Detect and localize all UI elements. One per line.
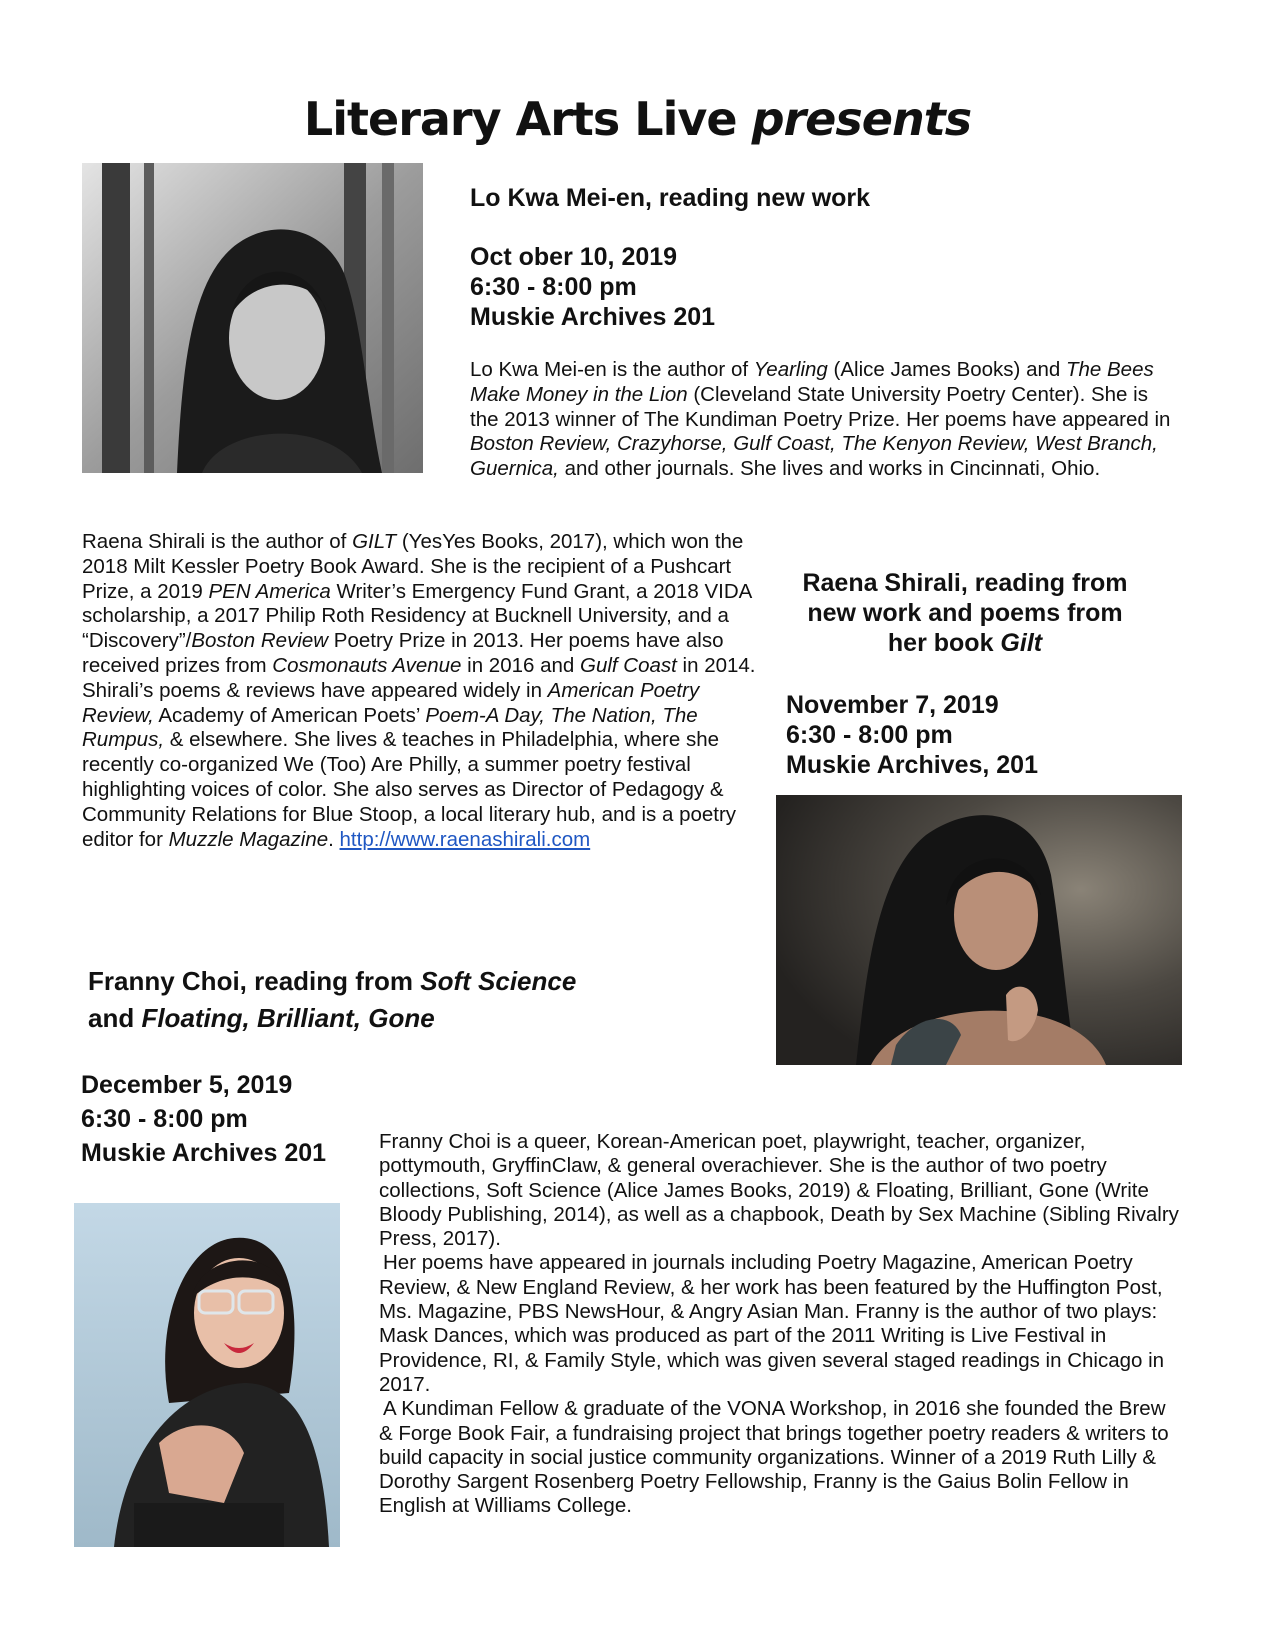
event2-heading-line3 (770, 628, 1160, 658)
event2-datetime (786, 690, 1186, 780)
bio-text: (Cleveland State University Poetry Center). She is the 2013 winner of The Kundiman Poetry Prize. Her poems have appeared in (470, 382, 1171, 431)
event3-date: December 5, 2019 (81, 1071, 293, 1099)
franny-choi-photo (74, 1203, 340, 1547)
bio-text: Academy of American Poets’ (153, 703, 426, 727)
event3-heading-line1 (88, 963, 768, 1000)
event3-book-soft-science: Soft Science (420, 966, 577, 996)
event3-time: 6:30 - 8:00 pm (81, 1105, 248, 1133)
event1-time: 6:30 - 8:00 pm (470, 273, 637, 301)
lo-kwa-mei-en-photo (82, 163, 423, 473)
event3-bio-paragraph-3: A Kundiman Fellow & graduate of the VONA Workshop, in 2016 she founded the Brew & Forge Book Fair, a fundraising project that brings together poetry readers & writers to build capacity in social justice community organizations. Winner of a 2019 Ruth Lilly & Dorothy Sargent Rosenberg Poetry Fellowship, Franny is the Gaius Bolin Fellow in English at Williams College. (379, 1397, 1169, 1518)
bio-italic-title: PEN America (208, 579, 331, 603)
website-link[interactable]: http://www.raenashirali.com (339, 827, 591, 851)
bio-italic-title: Gulf Coast (580, 653, 677, 677)
event3-bio-paragraph-1: Franny Choi is a queer, Korean-American poet, playwright, teacher, organizer, pottymouth, GryffinClaw, & general overachiever. She is the author of two poetry collections, Soft Science (Alice James Books, 2019) & Floating, Brilliant, Gone (Write Bloody Publishing, 2014), as well as a chapbook, Death by Sex Machine (Sibling Rivalry Press, 2017). (379, 1130, 1179, 1251)
bio-italic-title: Muzzle Magazine (168, 827, 329, 851)
event2-heading-line3-pre: her book (887, 629, 1001, 657)
bio-italic-title: The Bees Make Money in the Lion (470, 358, 1154, 406)
bio-text: Writer’s Emergency Fund Grant, a 2018 VIDA scholarship, a 2017 Philip Roth Residency at Bucknell University, and a “Discovery”/ (82, 579, 752, 653)
bio-text: Lo Kwa Mei-en is the author of (470, 358, 754, 381)
bio-text: in 2014. Shirali’s poems & reviews have appeared widely in (82, 653, 756, 702)
title-italic: presents (751, 92, 972, 146)
bio-italic-title: Boston Review (191, 629, 329, 653)
bio-text: . (328, 827, 340, 851)
event1-datetime (470, 242, 870, 332)
bio-italic-title: Boston Review, Crazyhorse, Gulf Coast, The Kenyon Review, West Branch, Guernica, (470, 432, 1158, 481)
event1-heading: Lo Kwa Mei-en, reading new work (470, 184, 871, 212)
event2-heading-line1: Raena Shirali, reading from (802, 569, 1128, 597)
bio-text: (Alice James Books) and (827, 358, 1066, 381)
event3-heading-line2 (88, 1000, 768, 1037)
bio-text: and other journals. She lives and works in Cincinnati, Ohio. (558, 457, 1101, 481)
event2-location: Muskie Archives, 201 (786, 751, 1038, 779)
raena-shirali-photo (776, 795, 1182, 1065)
bio-text: (YesYes Books, 2017), which won the 2018 Milt Kessler Poetry Book Award. She is the recipient of a Pushcart Prize, a 2019 (82, 530, 744, 603)
event3-book-floating: Floating, Brilliant, Gone (141, 1003, 435, 1033)
event3-bio-paragraph-2: Her poems have appeared in journals including Poetry Magazine, American Poetry Review, & New England Review, & her work has been featured by the Huffington Post, Ms. Magazine, PBS NewsHour, & Angry Asian Man. Franny is the author of two plays: Mask Dances, which was produced as part of the 2011 Writing is Live Festival in Providence, RI, & Family Style, which was given several staged readings in Chicago in 2017. (379, 1251, 1165, 1396)
bio-text: Raena Shirali is the author of (82, 530, 353, 553)
event1-location: Muskie Archives 201 (470, 303, 716, 331)
event1-date: Oct ober 10, 2019 (470, 243, 678, 271)
page-title (0, 92, 1275, 146)
event3-heading-line2-pre: and (88, 1003, 142, 1033)
event2-book-title: Gilt (1000, 629, 1043, 657)
event1-bio (470, 358, 1175, 482)
title-main: Literary Arts Live (303, 92, 737, 146)
event2-time: 6:30 - 8:00 pm (786, 721, 953, 749)
event2-heading-line2: new work and poems from (807, 599, 1123, 627)
bio-italic-title: GILT (352, 530, 397, 553)
event2-bio (82, 530, 772, 852)
bio-italic-title: American Poetry Review, (82, 678, 700, 727)
event3-location: Muskie Archives 201 (81, 1139, 327, 1167)
event3-datetime (81, 1068, 381, 1170)
bio-italic-title: Poem-A Day, The Nation, The Rumpus, (82, 703, 698, 752)
bio-text: Poetry Prize in 2013. Her poems have also received prizes from (82, 629, 724, 677)
bio-text: in 2016 and (461, 653, 580, 677)
event3-heading-line1-pre: Franny Choi, reading from (88, 966, 421, 996)
event3-bio (379, 1130, 1179, 1519)
bio-text: & elsewhere. She lives & teaches in Philadelphia, where she recently co-organized We (Too) Are Philly, a summer poetry festival highlighting voices of color. She also serves as Director of Pedagogy & Community Relations for Blue Stoop, a local literary hub, and is a poetry editor for (82, 728, 737, 851)
bio-italic-title: Cosmonauts Avenue (272, 653, 462, 677)
bio-italic-title: Yearling (753, 358, 828, 381)
event2-heading (770, 568, 1160, 658)
event2-date: November 7, 2019 (786, 691, 999, 719)
event3-heading (88, 963, 768, 1037)
